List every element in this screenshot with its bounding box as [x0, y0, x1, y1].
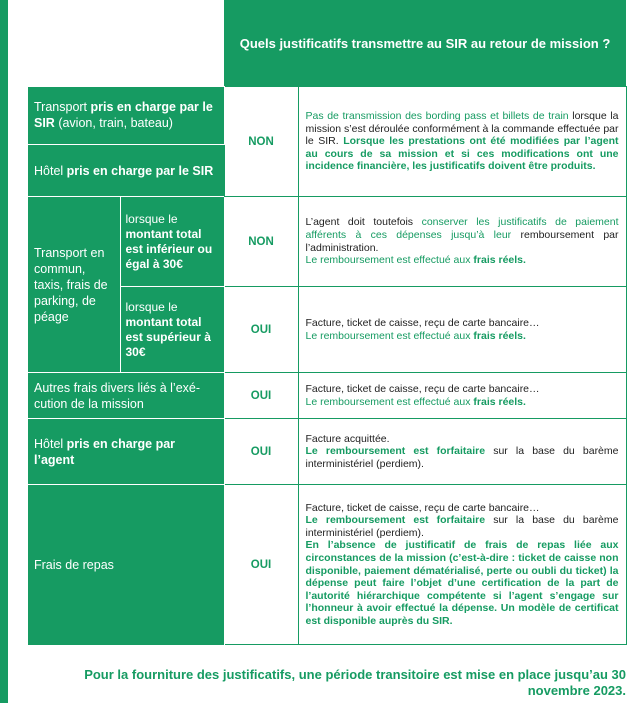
table-row — [28, 485, 626, 645]
desc-text: remboursement par l’administration. — [305, 228, 619, 254]
desc-text: L’agent doit toutefois — [305, 216, 422, 229]
label-text: Transport en commun, taxis, frais de parking, de péage — [34, 245, 108, 324]
desc-transport-superieur — [298, 287, 626, 373]
table-row — [28, 197, 626, 287]
row-label-hotel-agent — [28, 419, 224, 485]
desc-autres-frais — [298, 373, 626, 419]
footer-note: Pour la fourniture des justificatifs, une période transitoire est mise en place jusqu’au 30 novembre 2023. — [84, 667, 626, 698]
desc-transport-hotel-sir — [298, 87, 626, 197]
desc-text: lorsque la mission s’est déroulée conformément à la commande effectuée par le SIR. — [305, 110, 619, 148]
desc-text: En l’absence de justificatif de frais de repas liée aux circonstances de la mission (c’est-à-dire : ticket de caisse non disponible, paiement dématérialisé, perte ou oubli du ticket) la dépense peut faire l’objet d’une certification de la part de l’autorité hiérarchique compétente si l’agent s’engage sur l’honneur à avoir effectué la dépense. Un modèle de certificat est disponible auprès du SIR. — [305, 539, 619, 627]
row-label-frais-repas — [28, 485, 224, 645]
desc-text: Facture, ticket de caisse, reçu de carte bancaire… — [305, 382, 540, 395]
desc-text: Le remboursement est effectué aux — [305, 254, 474, 267]
desc-text: Le remboursement est forfaitaire — [305, 514, 486, 527]
answer-transport-superieur — [224, 287, 298, 373]
answer-frais-repas — [224, 485, 298, 645]
label-text: lorsque le — [125, 299, 178, 314]
answer-autres-frais — [224, 373, 298, 419]
desc-text: Facture, ticket de caisse, reçu de carte bancaire… — [305, 316, 540, 329]
row-label-transport-commun — [28, 197, 120, 373]
sub-label-superieur — [120, 287, 224, 373]
label-bold: montant total est supérieur à 30€ — [125, 314, 211, 359]
desc-text: Facture acquittée. — [305, 432, 390, 445]
desc-text: frais réels. — [473, 254, 526, 267]
desc-text: Le remboursement est effectué aux — [305, 395, 474, 408]
desc-text: sur la base du barème interministériel (perdiem). — [305, 514, 619, 539]
answer-transport-sir — [224, 87, 298, 197]
desc-text: Lorsque les prestations ont été modifiées par l’agent au cours de sa mission et si ces modifications ont une incidence financière, les justificatifs doivent être produits. — [305, 135, 619, 173]
justificatifs-table — [28, 0, 627, 645]
label-bold: pris en charge par l’agent — [34, 436, 176, 467]
answer-text: OUI — [250, 558, 272, 571]
label-bold: pris en charge par le SIR — [34, 100, 213, 131]
label-bold: montant total est inférieur ou égal à 30€ — [125, 226, 213, 271]
desc-text: conserver les justificatifs de paiement afférents à ces dépenses jusqu’à leur — [305, 216, 619, 241]
table-header-row — [28, 0, 626, 87]
desc-text: frais réels. — [473, 395, 526, 408]
header-empty-cell — [28, 0, 224, 87]
desc-frais-repas — [298, 485, 626, 645]
answer-text: OUI — [250, 445, 272, 458]
label-text: Hôtel — [34, 436, 67, 451]
label-text: Frais de repas — [34, 557, 114, 572]
answer-transport-inferieur — [224, 197, 298, 287]
label-text: (avion, train, bateau) — [54, 116, 173, 131]
table-title: Quels justificatifs transmettre au SIR au retour de mission ? — [239, 35, 611, 51]
answer-text: NON — [248, 235, 274, 248]
desc-text: sur la base du barème interministériel (perdiem). — [305, 445, 619, 470]
answer-text: NON — [248, 135, 274, 148]
table-row — [28, 87, 626, 145]
desc-text: Le remboursement est forfaitaire — [305, 445, 486, 458]
label-bold: pris en charge par le SIR — [66, 163, 214, 178]
row-label-autres-frais — [28, 373, 224, 419]
row-label-hotel-sir — [28, 145, 224, 197]
table-row — [28, 419, 626, 485]
label-text: Transport — [34, 100, 91, 115]
left-accent-bar — [0, 0, 8, 703]
answer-text: OUI — [250, 323, 272, 336]
desc-text: frais réels. — [473, 329, 526, 342]
label-text: Autres frais divers liés à l’exé-cution de la mission — [34, 380, 201, 411]
answer-hotel-agent — [224, 419, 298, 485]
table-header — [224, 0, 626, 87]
desc-hotel-agent — [298, 419, 626, 485]
table-row — [28, 373, 626, 419]
answer-text: OUI — [250, 389, 272, 402]
label-text: lorsque le — [125, 211, 178, 226]
desc-text: Facture, ticket de caisse, reçu de carte bancaire… — [305, 501, 540, 514]
label-text: Hôtel — [34, 163, 67, 178]
desc-text: Le remboursement est effectué aux — [305, 329, 474, 342]
row-label-transport-sir — [28, 87, 224, 145]
desc-transport-inferieur — [298, 197, 626, 287]
desc-text: Pas de transmission des bording pass et billets de train — [305, 110, 569, 123]
sub-label-inferieur — [120, 197, 224, 287]
